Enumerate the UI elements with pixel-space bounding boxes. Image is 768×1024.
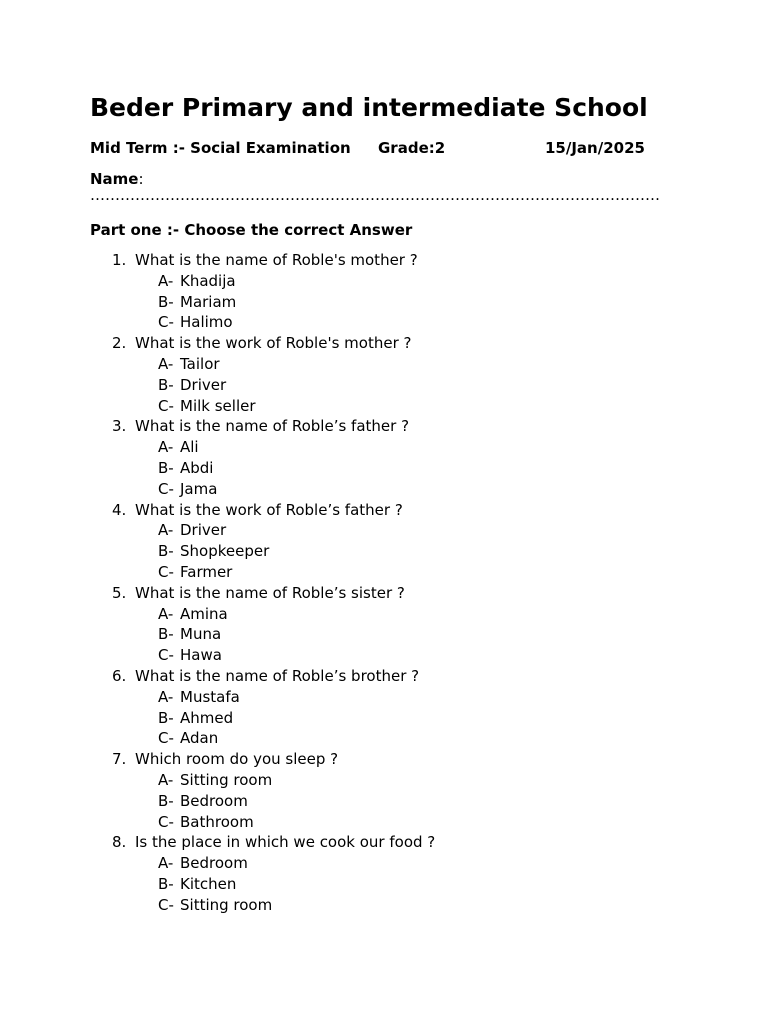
option-letter: A- <box>158 687 174 706</box>
option-text: Amina <box>180 604 228 623</box>
question-text: What is the name of Roble's mother ? <box>135 251 418 269</box>
option-letter: B- <box>158 708 174 727</box>
option-text: Bedroom <box>180 854 248 873</box>
option-letter: B- <box>158 791 174 810</box>
exam-meta-row <box>90 138 690 158</box>
option-text: Hawa <box>180 646 222 665</box>
option-letter: A- <box>158 854 174 873</box>
exam-name: Mid Term :- Social Examination <box>90 139 351 157</box>
option-text: Mustafa <box>180 687 240 706</box>
exam-date: 15/Jan/2025 <box>545 139 645 157</box>
option-letter: A- <box>158 354 174 373</box>
option-letter: A- <box>158 604 174 623</box>
option-letter: B- <box>158 458 174 477</box>
question-number: 3. <box>112 417 127 436</box>
option-text: Shopkeeper <box>180 542 270 561</box>
name-fill-line: …………………………………………………………………………………………………… <box>90 186 660 204</box>
name-label: Name <box>90 170 139 188</box>
option-letter: C- <box>158 812 174 831</box>
option-letter: B- <box>158 874 174 893</box>
option-letter: C- <box>158 396 174 415</box>
option-text: Driver <box>180 521 227 540</box>
option-text: Farmer <box>180 562 233 581</box>
option-letter: C- <box>158 895 174 914</box>
option-text: Bedroom <box>180 791 248 810</box>
question-text: What is the name of Roble’s sister ? <box>135 583 405 602</box>
option-letter: C- <box>158 479 174 498</box>
option-letter: A- <box>158 438 174 457</box>
option-text: Jama <box>180 479 218 498</box>
name-label-colon: : <box>138 170 144 188</box>
question-text: Which room do you sleep ? <box>135 750 339 769</box>
option-letter: C- <box>158 729 174 748</box>
question-number: 8. <box>112 833 127 852</box>
question-number: 6. <box>112 666 127 685</box>
option-letter: A- <box>158 770 174 789</box>
option-text: Bathroom <box>180 812 254 831</box>
question-number: 7. <box>112 750 127 769</box>
option-text: Ali <box>180 438 199 457</box>
option-text: Abdi <box>180 458 214 477</box>
option-text: Driver <box>180 375 227 394</box>
question-text: Is the place in which we cook our food ? <box>135 833 436 852</box>
option-letter: C- <box>158 562 174 581</box>
question-text: What is the work of Roble’s father ? <box>135 500 403 519</box>
part-one-heading: Part one :- Choose the correct Answer <box>90 221 413 239</box>
option-text: Halimo <box>180 313 233 332</box>
option-letter: A- <box>158 271 174 290</box>
option-text: Ahmed <box>180 708 234 727</box>
option-letter: B- <box>158 375 174 394</box>
option-text: Adan <box>180 729 219 748</box>
question-number: 1. <box>112 251 127 269</box>
option-text: Tailor <box>180 354 220 373</box>
option-letter: C- <box>158 646 174 665</box>
option-text: Sitting room <box>180 895 273 914</box>
option-letter: B- <box>158 625 174 644</box>
exam-grade: Grade:2 <box>378 139 446 157</box>
school-title: Beder Primary and intermediate School <box>90 93 648 122</box>
option-letter: A- <box>158 521 174 540</box>
option-text: Kitchen <box>180 874 237 893</box>
question-number: 4. <box>112 500 127 519</box>
option-text: Mariam <box>180 292 237 311</box>
option-text: Muna <box>180 625 222 644</box>
question-text: What is the name of Roble’s brother ? <box>135 666 420 685</box>
option-letter: B- <box>158 542 174 561</box>
question-text: What is the name of Roble’s father ? <box>135 417 410 436</box>
question-text: What is the work of Roble's mother ? <box>135 334 412 353</box>
question-number: 2. <box>112 334 127 353</box>
option-text: Sitting room <box>180 770 273 789</box>
option-letter: B- <box>158 292 174 311</box>
option-text: Milk seller <box>180 396 256 415</box>
option-letter: C- <box>158 313 174 332</box>
question-number: 5. <box>112 583 127 602</box>
option-text: Khadija <box>180 271 236 290</box>
